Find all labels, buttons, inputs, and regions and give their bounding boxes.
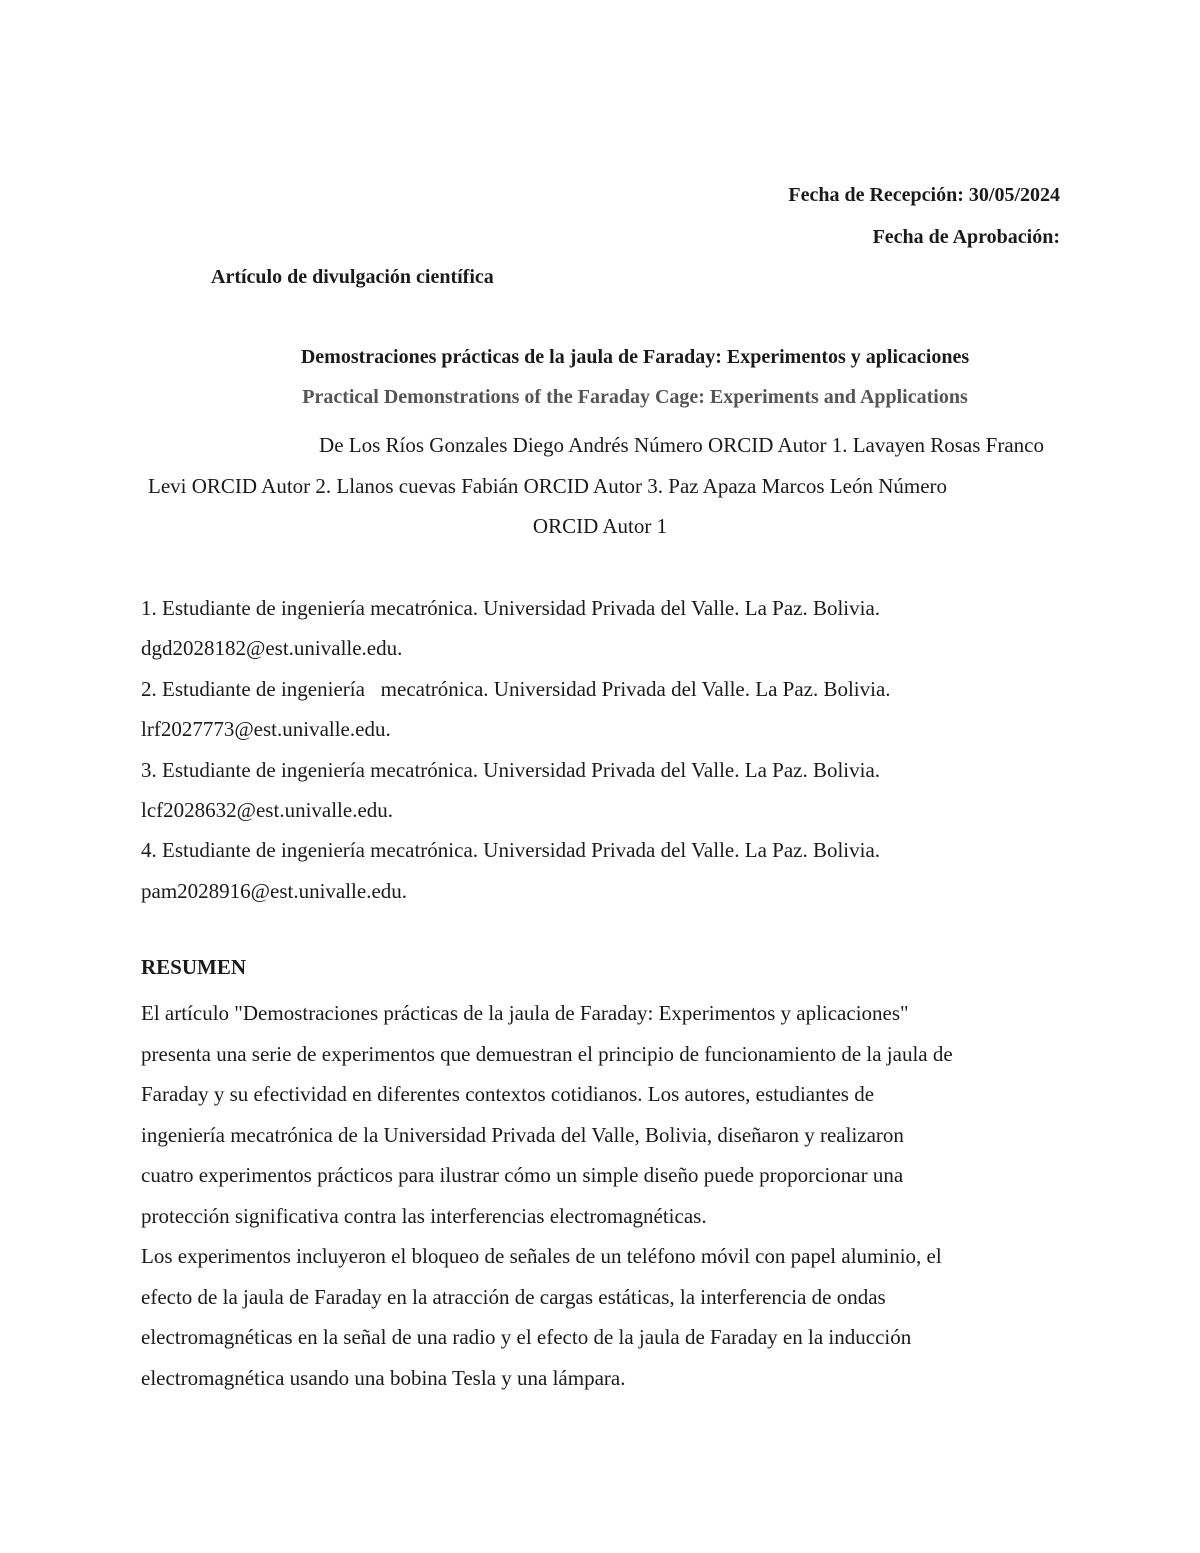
authors-block — [140, 425, 1060, 547]
authors-line: ORCID Autor 1 — [532, 514, 668, 538]
authors-line: Levi ORCID Autor 2. Llanos cuevas Fabián ORCID Autor 3. Paz Apaza Marcos León Número — [148, 473, 948, 498]
abstract-line: electromagnéticas en la señal de una radio y el efecto de la jaula de Faraday en la inducción — [141, 1325, 912, 1349]
affiliations-list — [141, 588, 1081, 911]
article-type: Artículo de divulgación científica — [211, 266, 494, 288]
abstract-line: Faraday y su efectividad en diferentes contextos cotidianos. Los autores, estudiantes de — [141, 1082, 875, 1106]
affiliation-line: 4. Estudiante de ingeniería mecatrónica. Universidad Privada del Valle. La Paz. Bolivia. — [141, 838, 881, 863]
affiliation-line: 1. Estudiante de ingeniería mecatrónica. Universidad Privada del Valle. La Paz. Bolivia. — [141, 596, 881, 620]
fecha-aprobacion: Fecha de Aprobación: — [872, 226, 1060, 248]
authors-line: De Los Ríos Gonzales Diego Andrés Número ORCID Autor 1. Lavayen Rosas Franco — [319, 433, 1044, 457]
abstract-line: cuatro experimentos prácticos para ilustrar cómo un simple diseño puede proporcionar una — [141, 1163, 904, 1187]
abstract-line: ingeniería mecatrónica de la Universidad Privada del Valle, Bolivia, diseñaron y realizaron — [141, 1122, 904, 1147]
affiliation-line: 3. Estudiante de ingeniería mecatrónica. Universidad Privada del Valle. La Paz. Bolivia. — [141, 757, 881, 782]
affiliation-email: dgd2028182@est.univalle.edu. — [141, 636, 403, 661]
affiliation-line: 2. Estudiante de ingeniería mecatrónica. Universidad Privada del Valle. La Paz. Bolivia. — [141, 676, 891, 701]
affiliation-email: pam2028916@est.univalle.edu. — [141, 878, 408, 903]
abstract-line: presenta una serie de experimentos que demuestran el principio de funcionamiento de la jaula de — [141, 1041, 953, 1066]
abstract-line: protección significativa contra las interferencias electromagnéticas. — [141, 1203, 707, 1228]
abstract-line: efecto de la jaula de Faraday en la atracción de cargas estáticas, la interferencia de ondas — [141, 1284, 886, 1309]
abstract-line: Los experimentos incluyeron el bloqueo de señales de un teléfono móvil con papel aluminio, el — [141, 1244, 942, 1268]
resumen-body — [141, 993, 1071, 1398]
affiliation-email: lrf2027773@est.univalle.edu. — [141, 717, 391, 742]
abstract-line: El artículo "Demostraciones prácticas de la jaula de Faraday: Experimentos y aplicaciones" — [141, 1001, 909, 1025]
resumen-heading: RESUMEN — [141, 955, 247, 979]
title-english: Practical Demonstrations of the Faraday Cage: Experiments and Applications — [302, 386, 968, 408]
affiliation-email: lcf2028632@est.univalle.edu. — [141, 798, 394, 823]
fecha-recepcion: Fecha de Recepción: 30/05/2024 — [788, 184, 1060, 206]
abstract-line: electromagnética usando una bobina Tesla y una lámpara. — [141, 1365, 626, 1390]
title-spanish: Demostraciones prácticas de la jaula de Faraday: Experimentos y aplicaciones — [300, 346, 970, 368]
